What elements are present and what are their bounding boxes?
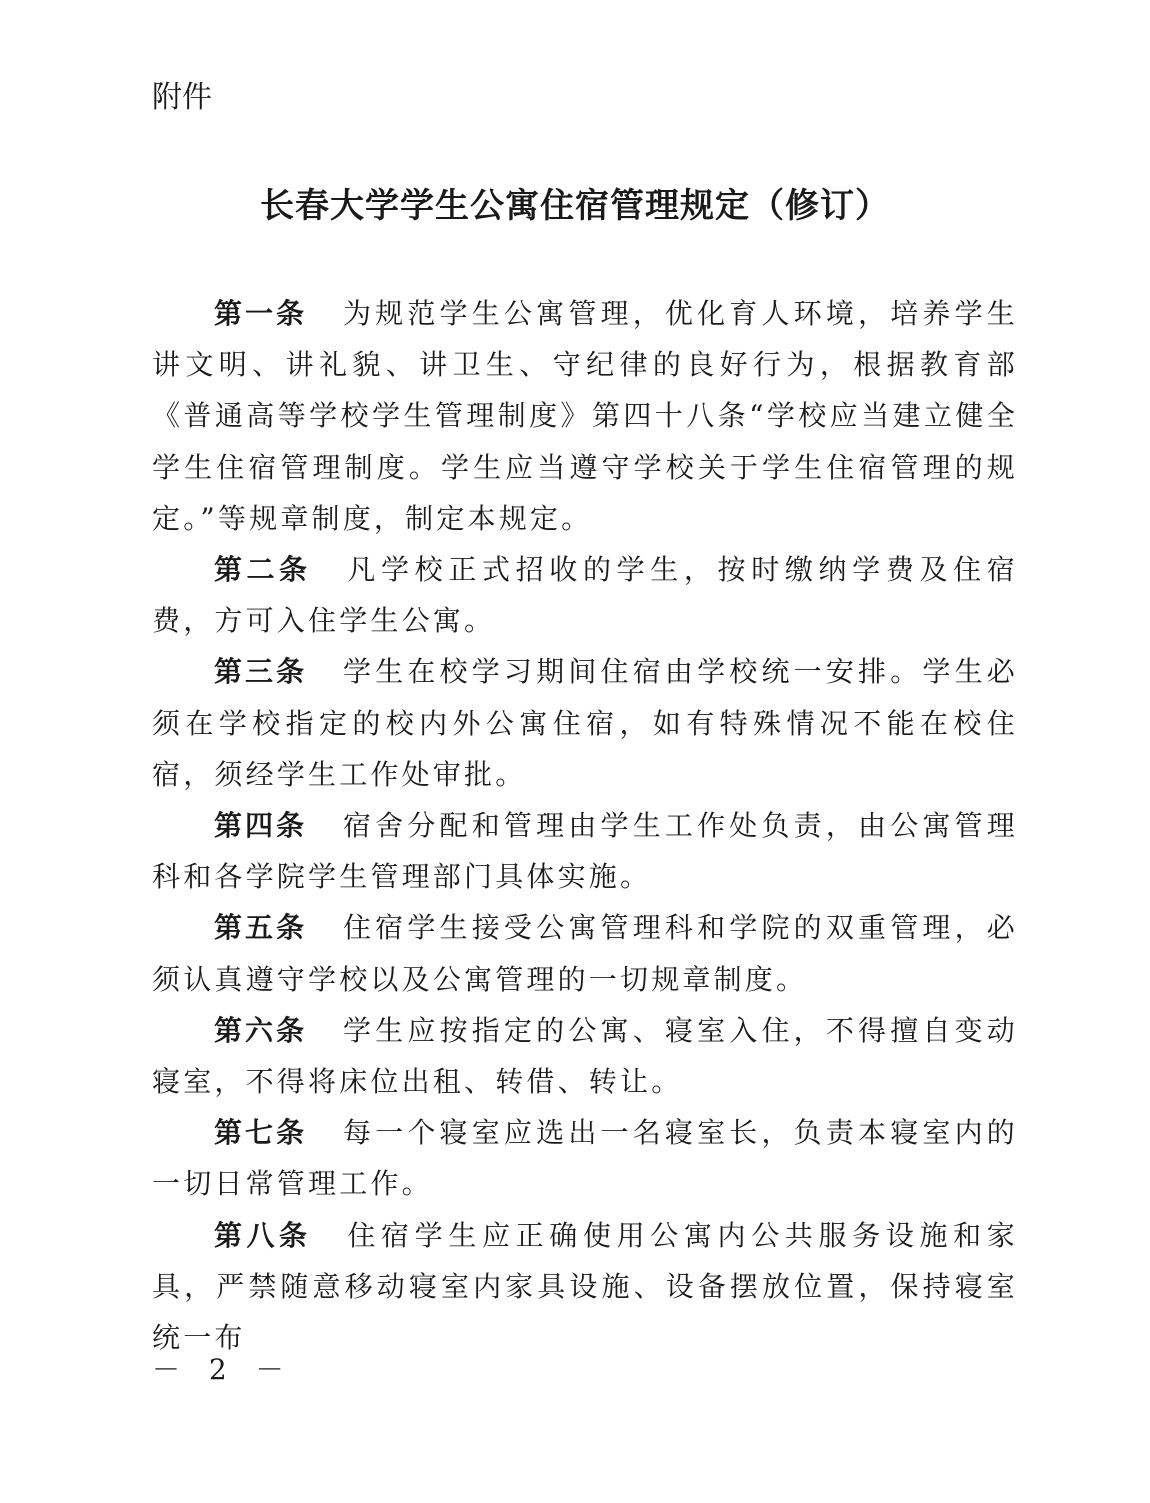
article-number: 第三条 (214, 655, 307, 689)
article-number: 第二条 (214, 553, 312, 587)
article-2 (152, 544, 1018, 646)
article-number: 第一条 (214, 297, 307, 330)
article-4 (152, 800, 1018, 902)
article-number: 第六条 (214, 1013, 307, 1047)
article-6 (152, 1005, 1018, 1107)
attachment-label: 附件 (152, 80, 212, 115)
article-text: 学生在校学习期间住宿由学校统一安排。学生必须在学校指定的校内外公寓住宿，如有特殊情况不能在校住宿，须经学生工作处审批。 (152, 655, 1018, 791)
article-5 (152, 902, 1018, 1004)
article-list (152, 288, 1018, 1363)
article-number: 第四条 (214, 809, 307, 843)
article-1 (152, 288, 1018, 544)
article-text: 凡学校正式招收的学生，按时缴纳学费及住宿费，方可入住学生公寓。 (152, 553, 1018, 638)
article-number: 第五条 (214, 911, 307, 945)
article-text: 宿舍分配和管理由学生工作处负责，由公寓管理科和各学院学生管理部门具体实施。 (152, 809, 1018, 894)
article-text: 每一个寝室应选出一名寝室长，负责本寝室内的一切日常管理工作。 (152, 1116, 1018, 1201)
article-text: 住宿学生接受公寓管理科和学院的双重管理，必须认真遵守学校以及公寓管理的一切规章制度。 (152, 911, 1018, 996)
article-7 (152, 1107, 1018, 1209)
article-8 (152, 1210, 1018, 1364)
article-text: 为规范学生公寓管理，优化育人环境，培养学生讲文明、讲礼貌、讲卫生、守纪律的良好行为，根据教育部《普通高等学校学生管理制度》第四十八条“学校应当建立健全学生住宿管理制度。学生应当遵守学校关于学生住宿管理的规定。”等规章制度，制定本规定。 (152, 297, 1018, 535)
page-number: － 2 － (152, 1353, 294, 1386)
article-number: 第七条 (214, 1116, 307, 1150)
document-title: 长春大学学生公寓住宿管理规定（修订） (260, 186, 890, 226)
article-3 (152, 646, 1018, 800)
article-number: 第八条 (214, 1218, 312, 1252)
article-text: 学生应按指定的公寓、寝室入住，不得擅自变动寝室，不得将床位出租、转借、转让。 (152, 1013, 1018, 1099)
article-text: 住宿学生应正确使用公寓内公共服务设施和家具，严禁随意移动寝室内家具设施、设备摆放位置，保持寝室统一布 (152, 1218, 1018, 1355)
